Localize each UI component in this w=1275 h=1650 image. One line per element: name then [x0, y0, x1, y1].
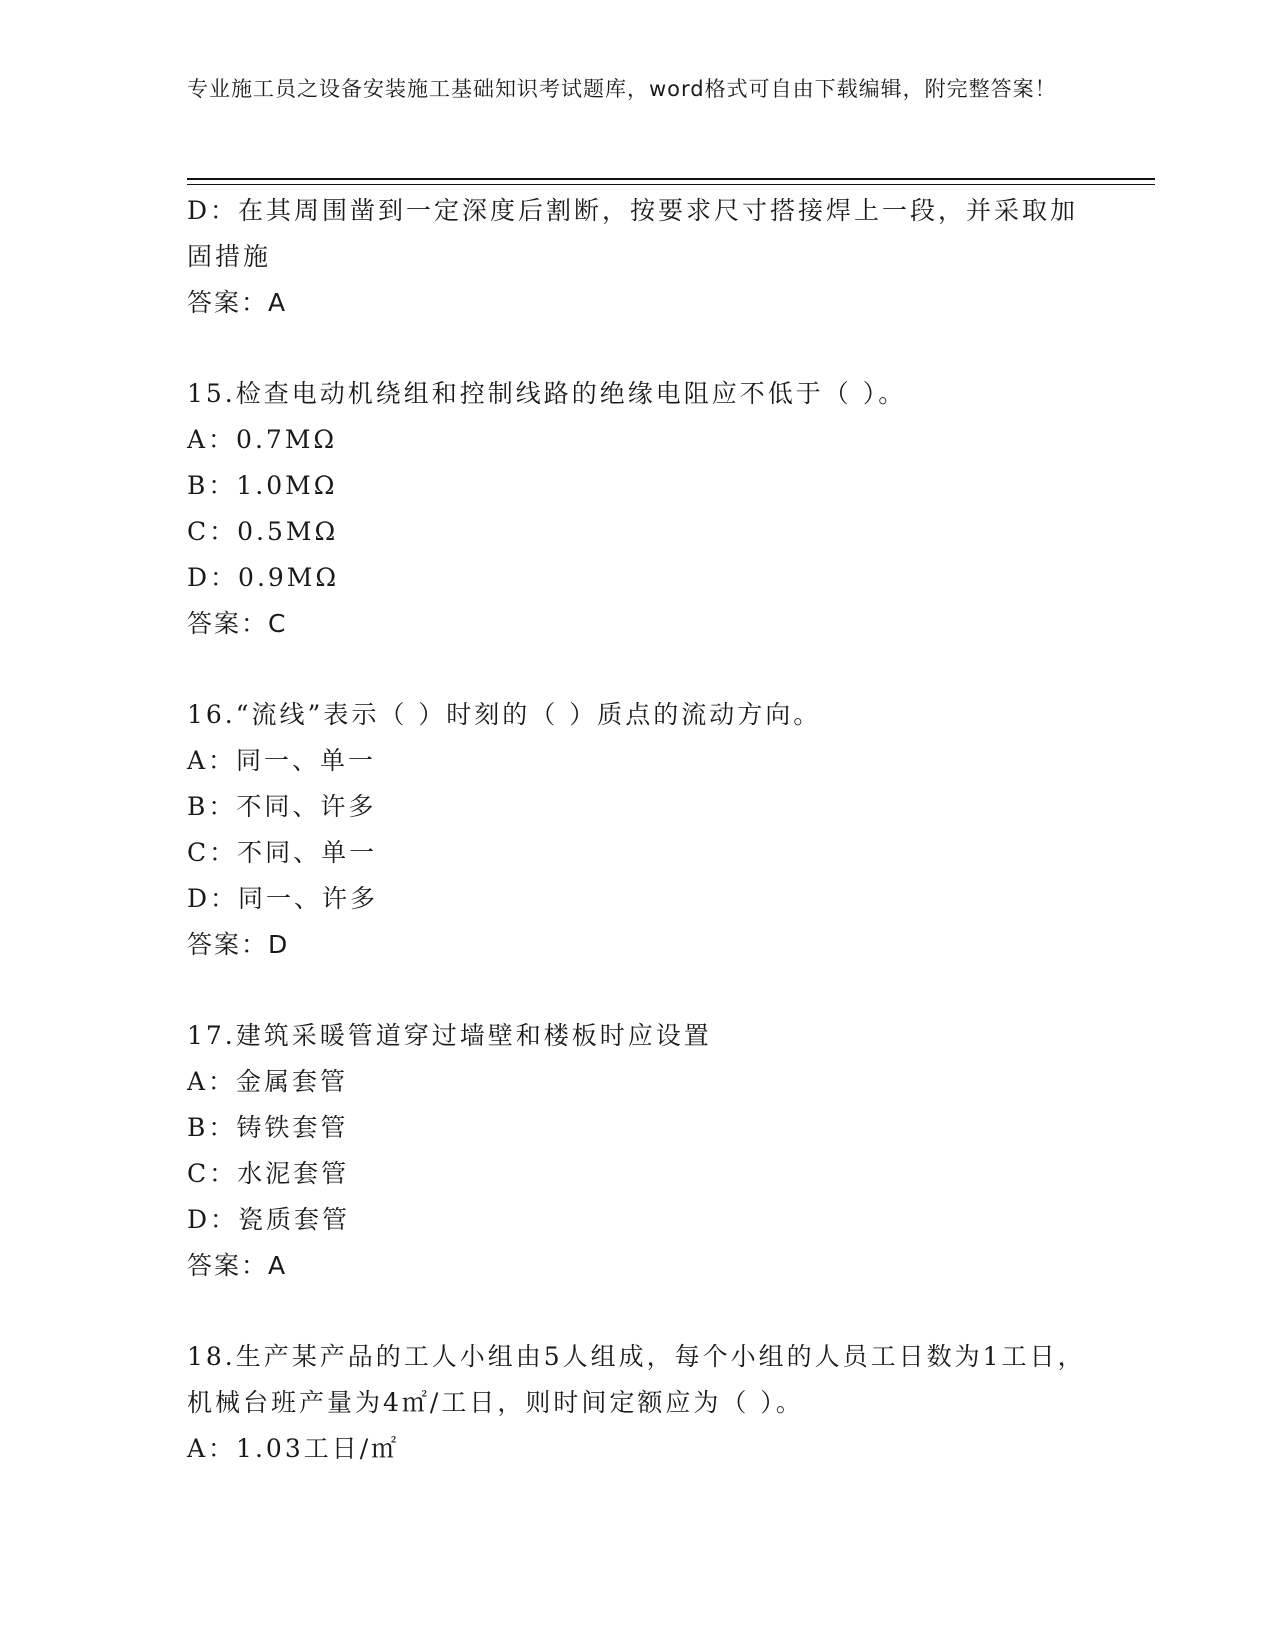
option-b: B：不同、许多: [187, 792, 377, 821]
question-stem: 18.生产某产品的工人小组由5人组成，每个小组的人员工日数为1工日，机械台班产量为4㎡/工日，则时间定额应为（ ）。: [187, 1342, 1086, 1417]
option-c: C：水泥套管: [187, 1159, 350, 1188]
option-b: B：1.0MΩ: [187, 471, 338, 500]
spacer: [187, 1289, 1087, 1334]
continued-option-d: D：在其周围凿到一定深度后割断，按要求尺寸搭接焊上一段，并采取加固措施: [187, 196, 1079, 271]
spacer: [187, 326, 1087, 371]
question-list: [187, 188, 1087, 1472]
question-17: [187, 1013, 1087, 1289]
option-a: A：同一、单一: [187, 746, 377, 775]
header-rule-thin: [187, 184, 1155, 185]
page-header: 专业施工员之设备安装施工基础知识考试题库，word格式可自由下载编辑，附完整答案！: [187, 77, 1057, 101]
continued-answer: 答案：A: [187, 288, 288, 317]
option-a: A：金属套管: [187, 1067, 349, 1096]
answer: 答案：A: [187, 1251, 288, 1280]
answer: 答案：C: [187, 609, 288, 638]
option-d: D：瓷质套管: [187, 1205, 351, 1234]
option-b: B：铸铁套管: [187, 1113, 349, 1142]
question-15: [187, 371, 1087, 647]
answer: 答案：D: [187, 930, 290, 959]
question-18: [187, 1334, 1087, 1472]
question-stem: 17.建筑采暖管道穿过墙壁和楼板时应设置: [187, 1021, 712, 1050]
header-rule-thick: [187, 178, 1155, 180]
option-d: D：0.9MΩ: [187, 563, 340, 592]
question-16: [187, 692, 1087, 968]
spacer: [187, 647, 1087, 692]
question-stem: 16.“流线”表示（ ）时刻的（ ）质点的流动方向。: [187, 700, 822, 729]
spacer: [187, 968, 1087, 1013]
option-a: A：1.03工日/㎡: [187, 1434, 400, 1463]
option-a: A：0.7MΩ: [187, 425, 338, 454]
option-c: C：0.5MΩ: [187, 517, 339, 546]
option-c: C：不同、单一: [187, 838, 378, 867]
question-stem: 15.检查电动机绕组和控制线路的绝缘电阻应不低于（ ）。: [187, 379, 907, 408]
option-d: D：同一、许多: [187, 884, 379, 913]
